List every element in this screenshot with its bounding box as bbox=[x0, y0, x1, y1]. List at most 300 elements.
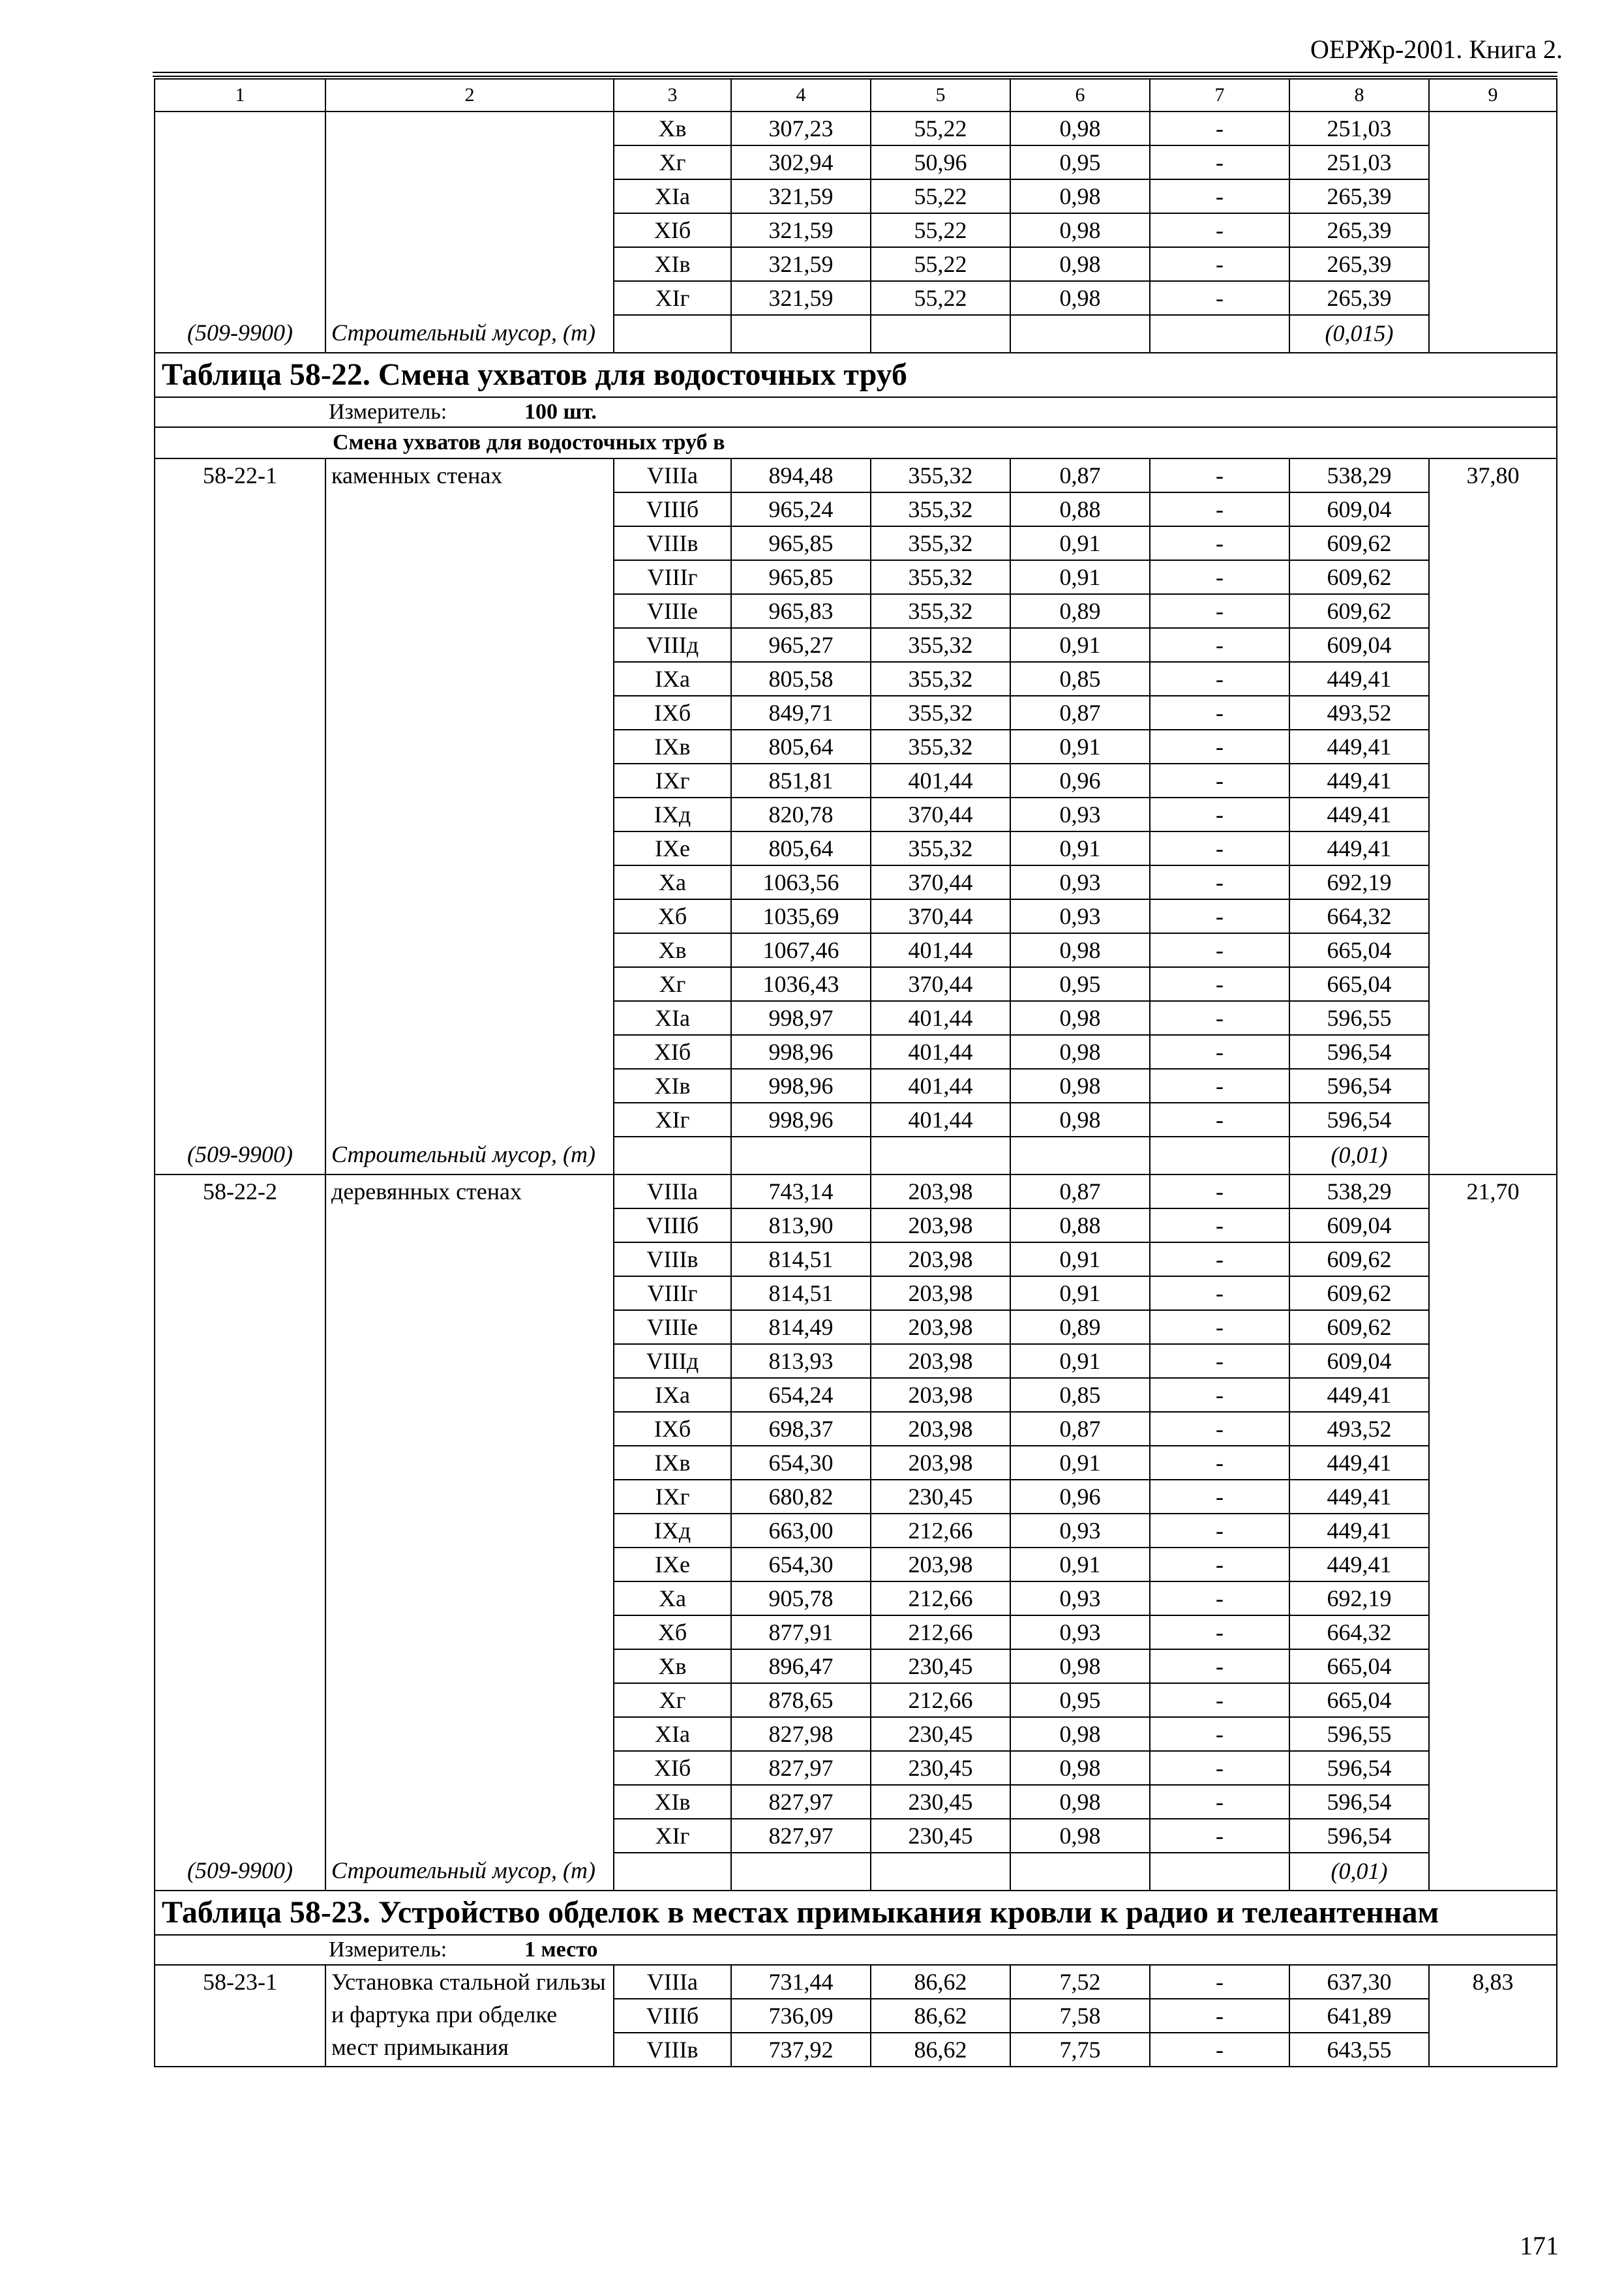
waste-code: (509-9900) bbox=[155, 1853, 325, 1891]
value-cell-col6: 0,87 bbox=[1010, 1412, 1150, 1446]
value-cell-col3: IXб bbox=[614, 696, 731, 730]
value-cell-col5: 230,45 bbox=[871, 1785, 1010, 1819]
empty-cell bbox=[871, 315, 1010, 353]
value-cell-col5: 401,44 bbox=[871, 1035, 1010, 1069]
value-cell-col8: 449,41 bbox=[1289, 730, 1429, 764]
value-cell-col7: - bbox=[1150, 1683, 1289, 1717]
waste-code: (509-9900) bbox=[155, 315, 325, 353]
value-cell-col3: IXг bbox=[614, 764, 731, 798]
value-cell-col6: 0,91 bbox=[1010, 526, 1150, 560]
value-cell-col8: 609,62 bbox=[1289, 560, 1429, 594]
value-cell-col8: 609,04 bbox=[1289, 1344, 1429, 1378]
meter-cell bbox=[155, 397, 1557, 427]
value-cell-col5: 212,66 bbox=[871, 1615, 1010, 1649]
value-cell-col5: 230,45 bbox=[871, 1819, 1010, 1853]
value-cell-col4: 680,82 bbox=[731, 1480, 871, 1514]
value-cell-col3: Xа bbox=[614, 1581, 731, 1615]
value-cell-col7: - bbox=[1150, 730, 1289, 764]
value-cell-col6: 0,93 bbox=[1010, 899, 1150, 933]
value-cell-col4: 805,64 bbox=[731, 730, 871, 764]
value-cell-col6: 0,95 bbox=[1010, 145, 1150, 179]
value-cell-col6: 0,98 bbox=[1010, 179, 1150, 213]
value-cell-col6: 0,91 bbox=[1010, 1548, 1150, 1581]
norm-code: 58-23-1 bbox=[155, 1965, 325, 2067]
value-cell-col4: 998,96 bbox=[731, 1035, 871, 1069]
value-cell-col8: 665,04 bbox=[1289, 1683, 1429, 1717]
value-cell-col3: Xв bbox=[614, 112, 731, 145]
value-cell-col7: - bbox=[1150, 247, 1289, 281]
value-cell-col8: 449,41 bbox=[1289, 662, 1429, 696]
value-cell-col3: XIа bbox=[614, 179, 731, 213]
name-cell bbox=[325, 112, 614, 315]
value-cell-col8: 449,41 bbox=[1289, 1480, 1429, 1514]
value-cell-col4: 813,93 bbox=[731, 1344, 871, 1378]
value-cell-col7: - bbox=[1150, 1174, 1289, 1208]
value-cell-col6: 0,93 bbox=[1010, 1514, 1150, 1548]
value-cell-col8: 538,29 bbox=[1289, 1174, 1429, 1208]
value-cell-col8: 596,54 bbox=[1289, 1035, 1429, 1069]
value-cell-col5: 401,44 bbox=[871, 933, 1010, 967]
value-cell-col4: 805,58 bbox=[731, 662, 871, 696]
value-cell-col8: 664,32 bbox=[1289, 1615, 1429, 1649]
value-cell-col3: VIIIг bbox=[614, 1276, 731, 1310]
value-cell-col5: 50,96 bbox=[871, 145, 1010, 179]
value-cell-col5: 203,98 bbox=[871, 1208, 1010, 1242]
value-cell-col6: 0,88 bbox=[1010, 1208, 1150, 1242]
value-cell-col6: 0,96 bbox=[1010, 1480, 1150, 1514]
value-cell-col8: 596,54 bbox=[1289, 1751, 1429, 1785]
value-cell-col3: IXб bbox=[614, 1412, 731, 1446]
value-cell-col5: 55,22 bbox=[871, 281, 1010, 315]
value-cell-col4: 998,97 bbox=[731, 1001, 871, 1035]
empty-cell bbox=[614, 315, 731, 353]
value-cell-col3: VIIIа bbox=[614, 458, 731, 492]
value-cell-col8: 641,89 bbox=[1289, 1999, 1429, 2033]
norms-table bbox=[154, 78, 1557, 2067]
empty-cell bbox=[731, 1853, 871, 1891]
value-cell-col5: 355,32 bbox=[871, 526, 1010, 560]
value-cell-col6: 0,91 bbox=[1010, 1446, 1150, 1480]
empty-cell bbox=[614, 1137, 731, 1174]
value-cell-col5: 203,98 bbox=[871, 1344, 1010, 1378]
value-cell-col7: - bbox=[1150, 1412, 1289, 1446]
value-cell-col3: VIIIа bbox=[614, 1965, 731, 1999]
value-cell-col6: 0,93 bbox=[1010, 1581, 1150, 1615]
value-cell-col7: - bbox=[1150, 1649, 1289, 1683]
value-cell-col3: VIIIд bbox=[614, 628, 731, 662]
value-cell-col5: 355,32 bbox=[871, 696, 1010, 730]
value-cell-col7: - bbox=[1150, 1548, 1289, 1581]
value-cell-col7: - bbox=[1150, 798, 1289, 831]
value-cell-col6: 0,98 bbox=[1010, 1103, 1150, 1137]
value-cell-col6: 0,98 bbox=[1010, 1649, 1150, 1683]
column-number-4: 4 bbox=[731, 79, 871, 112]
table-title-row bbox=[155, 353, 1557, 397]
value-cell-col8: 665,04 bbox=[1289, 967, 1429, 1001]
value-cell-col7: - bbox=[1150, 594, 1289, 628]
value-cell-col6: 0,89 bbox=[1010, 594, 1150, 628]
value-cell-col3: XIг bbox=[614, 1103, 731, 1137]
value-cell-col7: - bbox=[1150, 1717, 1289, 1751]
column-number-9: 9 bbox=[1429, 79, 1557, 112]
value-cell-col4: 321,59 bbox=[731, 179, 871, 213]
value-cell-col4: 321,59 bbox=[731, 213, 871, 247]
value-cell-col6: 0,98 bbox=[1010, 1819, 1150, 1853]
value-cell-col8: 692,19 bbox=[1289, 865, 1429, 899]
value-cell-col6: 0,98 bbox=[1010, 112, 1150, 145]
value-cell-col6: 0,98 bbox=[1010, 1751, 1150, 1785]
value-cell-col7: - bbox=[1150, 458, 1289, 492]
value-cell-col8: 493,52 bbox=[1289, 696, 1429, 730]
value-cell-col6: 0,93 bbox=[1010, 1615, 1150, 1649]
meter-label: Измеритель: bbox=[329, 1937, 447, 1962]
col9-value: 37,80 bbox=[1429, 458, 1557, 1174]
value-cell-col4: 894,48 bbox=[731, 458, 871, 492]
value-cell-col6: 0,98 bbox=[1010, 281, 1150, 315]
value-cell-col7: - bbox=[1150, 933, 1289, 967]
value-cell-col4: 896,47 bbox=[731, 1649, 871, 1683]
meter-value: 1 место bbox=[524, 1937, 598, 1962]
value-cell-col5: 401,44 bbox=[871, 1103, 1010, 1137]
value-cell-col5: 230,45 bbox=[871, 1649, 1010, 1683]
value-cell-col6: 0,91 bbox=[1010, 1276, 1150, 1310]
empty-cell bbox=[1150, 1853, 1289, 1891]
empty-cell bbox=[731, 315, 871, 353]
column-number-row bbox=[155, 79, 1557, 112]
value-cell-col3: IXв bbox=[614, 1446, 731, 1480]
norm-code: 58-22-2 bbox=[155, 1174, 325, 1853]
table-title: Таблица 58-22. Смена ухватов для водосточных труб bbox=[155, 353, 1557, 397]
value-cell-col5: 355,32 bbox=[871, 594, 1010, 628]
value-cell-col8: 664,32 bbox=[1289, 899, 1429, 933]
value-cell-col8: 609,62 bbox=[1289, 1276, 1429, 1310]
table-title-row bbox=[155, 1891, 1557, 1935]
value-cell-col4: 998,96 bbox=[731, 1103, 871, 1137]
value-cell-col4: 849,71 bbox=[731, 696, 871, 730]
value-cell-col6: 0,98 bbox=[1010, 1035, 1150, 1069]
value-cell-col5: 203,98 bbox=[871, 1548, 1010, 1581]
value-cell-col5: 55,22 bbox=[871, 247, 1010, 281]
value-cell-col6: 0,89 bbox=[1010, 1310, 1150, 1344]
value-cell-col7: - bbox=[1150, 1514, 1289, 1548]
empty-cell bbox=[1150, 1137, 1289, 1174]
value-cell-col8: 596,54 bbox=[1289, 1785, 1429, 1819]
work-name: деревянных стенах bbox=[325, 1174, 614, 1853]
value-cell-col5: 370,44 bbox=[871, 899, 1010, 933]
running-header: ОЕРЖр-2001. Книга 2. bbox=[1310, 35, 1563, 64]
value-cell-col3: Xб bbox=[614, 899, 731, 933]
table-row bbox=[155, 1174, 1557, 1208]
header-rule-bottom bbox=[153, 76, 1557, 77]
value-cell-col4: 1036,43 bbox=[731, 967, 871, 1001]
value-cell-col8: 596,55 bbox=[1289, 1001, 1429, 1035]
value-cell-col6: 0,96 bbox=[1010, 764, 1150, 798]
value-cell-col4: 654,30 bbox=[731, 1446, 871, 1480]
col9-value: 21,70 bbox=[1429, 1174, 1557, 1891]
value-cell-col4: 827,98 bbox=[731, 1717, 871, 1751]
value-cell-col3: Xв bbox=[614, 1649, 731, 1683]
waste-label: Строительный мусор, (т) bbox=[325, 1853, 614, 1891]
value-cell-col7: - bbox=[1150, 145, 1289, 179]
value-cell-col4: 654,24 bbox=[731, 1378, 871, 1412]
value-cell-col3: VIIIб bbox=[614, 1208, 731, 1242]
value-cell-col5: 55,22 bbox=[871, 179, 1010, 213]
empty-cell bbox=[871, 1137, 1010, 1174]
value-cell-col4: 1035,69 bbox=[731, 899, 871, 933]
value-cell-col4: 321,59 bbox=[731, 247, 871, 281]
value-cell-col5: 370,44 bbox=[871, 865, 1010, 899]
value-cell-col8: 449,41 bbox=[1289, 798, 1429, 831]
norms-table-container bbox=[154, 78, 1556, 2067]
waste-label: Строительный мусор, (т) bbox=[325, 1137, 614, 1174]
code-cell bbox=[155, 112, 325, 315]
value-cell-col7: - bbox=[1150, 281, 1289, 315]
value-cell-col5: 203,98 bbox=[871, 1446, 1010, 1480]
value-cell-col7: - bbox=[1150, 1819, 1289, 1853]
value-cell-col3: XIб bbox=[614, 1035, 731, 1069]
value-cell-col4: 302,94 bbox=[731, 145, 871, 179]
value-cell-col5: 203,98 bbox=[871, 1310, 1010, 1344]
value-cell-col7: - bbox=[1150, 967, 1289, 1001]
value-cell-col3: VIIIб bbox=[614, 1999, 731, 2033]
value-cell-col4: 965,27 bbox=[731, 628, 871, 662]
value-cell-col8: 609,62 bbox=[1289, 1242, 1429, 1276]
value-cell-col7: - bbox=[1150, 492, 1289, 526]
value-cell-col8: 643,55 bbox=[1289, 2033, 1429, 2067]
value-cell-col8: 609,04 bbox=[1289, 1208, 1429, 1242]
col9-cell bbox=[1429, 112, 1557, 353]
value-cell-col4: 965,24 bbox=[731, 492, 871, 526]
value-cell-col5: 355,32 bbox=[871, 492, 1010, 526]
meter-row bbox=[155, 397, 1557, 427]
value-cell-col5: 203,98 bbox=[871, 1242, 1010, 1276]
value-cell-col7: - bbox=[1150, 1103, 1289, 1137]
value-cell-col6: 0,95 bbox=[1010, 967, 1150, 1001]
column-number-6: 6 bbox=[1010, 79, 1150, 112]
waste-row bbox=[155, 1137, 1557, 1174]
value-cell-col6: 0,98 bbox=[1010, 933, 1150, 967]
value-cell-col7: - bbox=[1150, 1001, 1289, 1035]
meter-label: Измеритель: bbox=[329, 400, 447, 424]
value-cell-col3: IXа bbox=[614, 662, 731, 696]
value-cell-col3: XIб bbox=[614, 1751, 731, 1785]
value-cell-col6: 0,91 bbox=[1010, 628, 1150, 662]
value-cell-col5: 401,44 bbox=[871, 1001, 1010, 1035]
value-cell-col3: XIв bbox=[614, 1785, 731, 1819]
value-cell-col7: - bbox=[1150, 2033, 1289, 2067]
value-cell-col5: 230,45 bbox=[871, 1480, 1010, 1514]
value-cell-col5: 55,22 bbox=[871, 213, 1010, 247]
value-cell-col3: IXа bbox=[614, 1378, 731, 1412]
value-cell-col8: 596,54 bbox=[1289, 1103, 1429, 1137]
value-cell-col8: 251,03 bbox=[1289, 145, 1429, 179]
value-cell-col4: 731,44 bbox=[731, 1965, 871, 1999]
value-cell-col5: 355,32 bbox=[871, 560, 1010, 594]
value-cell-col7: - bbox=[1150, 865, 1289, 899]
value-cell-col8: 692,19 bbox=[1289, 1581, 1429, 1615]
value-cell-col7: - bbox=[1150, 179, 1289, 213]
value-cell-col4: 905,78 bbox=[731, 1581, 871, 1615]
value-cell-col3: VIIIе bbox=[614, 1310, 731, 1344]
value-cell-col8: 493,52 bbox=[1289, 1412, 1429, 1446]
value-cell-col7: - bbox=[1150, 1751, 1289, 1785]
value-cell-col8: 449,41 bbox=[1289, 1514, 1429, 1548]
table-row bbox=[155, 1965, 1557, 1999]
value-cell-col6: 0,87 bbox=[1010, 696, 1150, 730]
value-cell-col5: 86,62 bbox=[871, 2033, 1010, 2067]
value-cell-col4: 827,97 bbox=[731, 1751, 871, 1785]
work-name: каменных стенах bbox=[325, 458, 614, 1137]
value-cell-col6: 0,98 bbox=[1010, 1001, 1150, 1035]
value-cell-col4: 965,83 bbox=[731, 594, 871, 628]
value-cell-col4: 654,30 bbox=[731, 1548, 871, 1581]
value-cell-col4: 827,97 bbox=[731, 1785, 871, 1819]
column-number-1: 1 bbox=[155, 79, 325, 112]
value-cell-col5: 401,44 bbox=[871, 1069, 1010, 1103]
value-cell-col8: 609,62 bbox=[1289, 526, 1429, 560]
value-cell-col8: 609,62 bbox=[1289, 594, 1429, 628]
value-cell-col4: 1067,46 bbox=[731, 933, 871, 967]
value-cell-col6: 7,58 bbox=[1010, 1999, 1150, 2033]
value-cell-col4: 851,81 bbox=[731, 764, 871, 798]
value-cell-col7: - bbox=[1150, 764, 1289, 798]
empty-cell bbox=[1010, 1137, 1150, 1174]
column-number-7: 7 bbox=[1150, 79, 1289, 112]
value-cell-col3: IXд bbox=[614, 798, 731, 831]
value-cell-col4: 737,92 bbox=[731, 2033, 871, 2067]
value-cell-col7: - bbox=[1150, 1446, 1289, 1480]
waste-label: Строительный мусор, (т) bbox=[325, 315, 614, 353]
value-cell-col7: - bbox=[1150, 1785, 1289, 1819]
value-cell-col4: 698,37 bbox=[731, 1412, 871, 1446]
value-cell-col4: 1063,56 bbox=[731, 865, 871, 899]
value-cell-col4: 827,97 bbox=[731, 1819, 871, 1853]
column-number-8: 8 bbox=[1289, 79, 1429, 112]
value-cell-col7: - bbox=[1150, 1035, 1289, 1069]
value-cell-col7: - bbox=[1150, 526, 1289, 560]
value-cell-col4: 878,65 bbox=[731, 1683, 871, 1717]
value-cell-col6: 0,85 bbox=[1010, 662, 1150, 696]
value-cell-col8: 449,41 bbox=[1289, 1548, 1429, 1581]
value-cell-col7: - bbox=[1150, 1615, 1289, 1649]
value-cell-col7: - bbox=[1150, 560, 1289, 594]
value-cell-col3: Xг bbox=[614, 1683, 731, 1717]
value-cell-col5: 355,32 bbox=[871, 831, 1010, 865]
value-cell-col4: 814,51 bbox=[731, 1276, 871, 1310]
value-cell-col4: 998,96 bbox=[731, 1069, 871, 1103]
value-cell-col5: 355,32 bbox=[871, 628, 1010, 662]
value-cell-col3: VIIIг bbox=[614, 560, 731, 594]
value-cell-col6: 7,52 bbox=[1010, 1965, 1150, 1999]
work-name: Установка стальной гильзы и фартука при обделке мест примыкания bbox=[325, 1965, 614, 2067]
value-cell-col6: 0,87 bbox=[1010, 458, 1150, 492]
value-cell-col8: 251,03 bbox=[1289, 112, 1429, 145]
empty-cell bbox=[871, 1853, 1010, 1891]
value-cell-col3: VIIIе bbox=[614, 594, 731, 628]
value-cell-col7: - bbox=[1150, 1242, 1289, 1276]
value-cell-col7: - bbox=[1150, 1965, 1289, 1999]
value-cell-col3: XIг bbox=[614, 1819, 731, 1853]
value-cell-col8: 596,54 bbox=[1289, 1069, 1429, 1103]
value-cell-col4: 307,23 bbox=[731, 112, 871, 145]
value-cell-col5: 355,32 bbox=[871, 662, 1010, 696]
empty-cell bbox=[1010, 315, 1150, 353]
value-cell-col4: 965,85 bbox=[731, 560, 871, 594]
value-cell-col7: - bbox=[1150, 1999, 1289, 2033]
value-cell-col6: 0,95 bbox=[1010, 1683, 1150, 1717]
waste-value: (0,01) bbox=[1289, 1137, 1429, 1174]
table-row bbox=[155, 458, 1557, 492]
value-cell-col3: Xв bbox=[614, 933, 731, 967]
value-cell-col3: VIIIа bbox=[614, 1174, 731, 1208]
meter-value: 100 шт. bbox=[524, 400, 597, 424]
value-cell-col3: Xг bbox=[614, 145, 731, 179]
value-cell-col3: VIIIд bbox=[614, 1344, 731, 1378]
value-cell-col3: XIб bbox=[614, 213, 731, 247]
value-cell-col7: - bbox=[1150, 1378, 1289, 1412]
value-cell-col6: 0,87 bbox=[1010, 1174, 1150, 1208]
table-row bbox=[155, 112, 1557, 145]
value-cell-col7: - bbox=[1150, 662, 1289, 696]
value-cell-col6: 0,98 bbox=[1010, 1069, 1150, 1103]
value-cell-col7: - bbox=[1150, 1480, 1289, 1514]
value-cell-col6: 0,98 bbox=[1010, 1717, 1150, 1751]
value-cell-col3: XIг bbox=[614, 281, 731, 315]
value-cell-col4: 814,49 bbox=[731, 1310, 871, 1344]
value-cell-col6: 0,88 bbox=[1010, 492, 1150, 526]
value-cell-col4: 805,64 bbox=[731, 831, 871, 865]
value-cell-col6: 0,93 bbox=[1010, 798, 1150, 831]
value-cell-col4: 321,59 bbox=[731, 281, 871, 315]
table-title: Таблица 58-23. Устройство обделок в местах примыкания кровли к радио и телеантеннам bbox=[155, 1891, 1557, 1935]
norm-code: 58-22-1 bbox=[155, 458, 325, 1137]
value-cell-col6: 0,93 bbox=[1010, 865, 1150, 899]
page-number: 171 bbox=[1520, 2231, 1559, 2260]
value-cell-col5: 203,98 bbox=[871, 1174, 1010, 1208]
value-cell-col8: 265,39 bbox=[1289, 213, 1429, 247]
value-cell-col4: 743,14 bbox=[731, 1174, 871, 1208]
value-cell-col7: - bbox=[1150, 213, 1289, 247]
value-cell-col3: VIIIв bbox=[614, 526, 731, 560]
value-cell-col7: - bbox=[1150, 899, 1289, 933]
value-cell-col3: IXе bbox=[614, 1548, 731, 1581]
value-cell-col5: 355,32 bbox=[871, 730, 1010, 764]
value-cell-col7: - bbox=[1150, 696, 1289, 730]
value-cell-col4: 965,85 bbox=[731, 526, 871, 560]
value-cell-col8: 449,41 bbox=[1289, 1446, 1429, 1480]
waste-value: (0,01) bbox=[1289, 1853, 1429, 1891]
value-cell-col5: 55,22 bbox=[871, 112, 1010, 145]
value-cell-col5: 203,98 bbox=[871, 1412, 1010, 1446]
value-cell-col5: 355,32 bbox=[871, 458, 1010, 492]
meter-row bbox=[155, 1935, 1557, 1965]
column-number-3: 3 bbox=[614, 79, 731, 112]
value-cell-col3: Xа bbox=[614, 865, 731, 899]
value-cell-col3: XIв bbox=[614, 247, 731, 281]
value-cell-col5: 212,66 bbox=[871, 1514, 1010, 1548]
value-cell-col3: IXг bbox=[614, 1480, 731, 1514]
value-cell-col7: - bbox=[1150, 1069, 1289, 1103]
value-cell-col7: - bbox=[1150, 1276, 1289, 1310]
value-cell-col8: 265,39 bbox=[1289, 179, 1429, 213]
value-cell-col4: 736,09 bbox=[731, 1999, 871, 2033]
value-cell-col6: 7,75 bbox=[1010, 2033, 1150, 2067]
value-cell-col6: 0,91 bbox=[1010, 1344, 1150, 1378]
value-cell-col3: XIв bbox=[614, 1069, 731, 1103]
value-cell-col3: VIIIб bbox=[614, 492, 731, 526]
value-cell-col6: 0,91 bbox=[1010, 1242, 1150, 1276]
value-cell-col5: 86,62 bbox=[871, 1999, 1010, 2033]
